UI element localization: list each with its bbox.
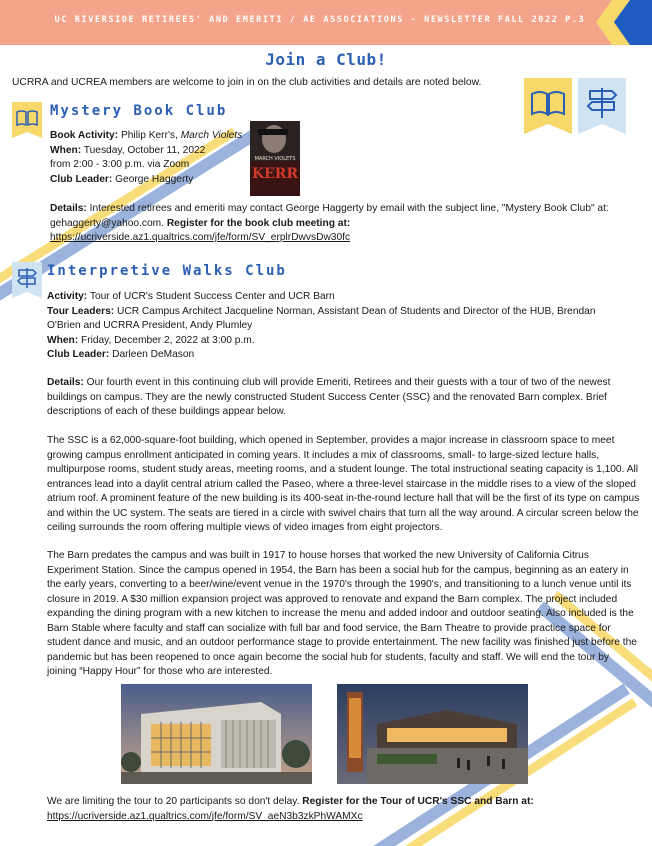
walks-club-info: Activity: Tour of UCR's Student Success Center and UCR Barn Tour Leaders: UCR Campus Architect Jacqueline Norman, Assistant Dean of Students and Director of the HUB, Brendan O'Brien and UCRRA President, Andy Plumley When: Friday, December 2, 2022 at 3:00 p.m. Club Leader: Darleen DeMason: [47, 291, 596, 360]
open-book-icon: [524, 78, 572, 134]
signpost-icon: [578, 78, 626, 134]
walks-club-details: Details: Our fourth event in this continuing club will provide Emeriti, Retirees and their guests with a tour of two of the newest buildings on campus. They are the newly constructed Student Success Center (SSC) and the renovated Barn complex. Brief descriptions of each of these buildings appear below.: [47, 377, 611, 417]
signpost-icon: [12, 262, 42, 298]
chevron-decoration-icon: [582, 0, 652, 45]
closing-register: We are limiting the tour to 20 participants so don't delay. Register for the Tour of UCR's SSC and Barn at: https://ucriverside.az1.qualtrics.com/jfe/form/SV_aeN3b3zkPhWAMXc: [47, 796, 534, 822]
book-club-badge: [12, 102, 42, 143]
ssc-building-photo: [121, 684, 312, 784]
newsletter-header-title: UC RIVERSIDE RETIREES' AND EMERITI / AE ASSOCIATIONS - NEWSLETTER FALL 2022 P.3: [54, 15, 586, 25]
book-cover-author: KERR: [251, 166, 299, 182]
book-club-details: Details: Interested retirees and emeriti may contact George Haggerty by email with the subject line, "Mystery Book Club" at: gehaggerty@yahoo.com. Register for the book club meeting at: https://ucriverside.az1.qualtrics.com/jfe/form/SV_erplrDwvsDw30fc: [50, 203, 609, 243]
barn-complex-photo: [337, 684, 528, 784]
signpost-badge: [578, 78, 626, 139]
newsletter-header: [0, 0, 652, 45]
book-club-title: Mystery Book Club: [50, 103, 228, 119]
intro-text: UCRRA and UCREA members are welcome to join in on the club activities and details are noted below.: [12, 77, 482, 88]
book-badge: [524, 78, 572, 139]
walks-club-badge: [12, 262, 42, 303]
book-cover-image: [250, 121, 300, 196]
open-book-icon: [12, 102, 42, 138]
book-club-register-link[interactable]: https://ucriverside.az1.qualtrics.com/jfe/form/SV_erplrDwvsDw30fc: [50, 232, 351, 243]
ssc-paragraph: The SSC is a 62,000-square-foot building, which opened in September, provides a major increase in classroom space to meet growing campus enrollment anticipated in coming years. It includes a mix of classrooms, small- to large-sized lecture halls, multipurpose rooms, student study areas, meeting rooms, and a student lounge. The total instructional seating capacity is 1,100. All entrances lead into a daylit central atrium called the Paseo, where a three-level staircase in the middle rises to a view of the sloped atrium roof. A prominent feature of the new building is its 400-seat in-the-round lecture hall that will be the first of its type on campus and within the UC system. The seats are tiered in a circle with swivel chairs that turn all the way around. A circular screen below the ceiling surrounds the room offering multiple views of video images from eight projectors.: [47, 435, 640, 533]
book-cover-title: MARCH VIOLETS: [254, 156, 296, 162]
walks-club-title: Interpretive Walks Club: [47, 263, 287, 279]
page-title: Join a Club!: [265, 50, 387, 69]
walks-club-register-link[interactable]: https://ucriverside.az1.qualtrics.com/jfe/form/SV_aeN3b3zkPhWAMXc: [47, 810, 363, 822]
barn-paragraph: The Barn predates the campus and was built in 1917 to house horses that worked the new University of California Citrus Experiment Station. Since the campus opened in 1954, the Barn has been a social hub for the campus, beginning as an eatery in the early years, converting to a beer/wine/event venue in the 1970's through the 1990's, and transitioning to a lunch venue until its closure in 2019. A $30 million expansion project was approved to renovate and expand the Barn complex. The project included expanding the dining program with a new kitchen to increase the menu and added indoor and outdoor seating. Also included is the Barn Stable where faculty and staff can socialize with full bar and food service, the Barn Theatre to provide practice space for student dance and music, and an outdoor performance stage to provide entertainment. The new facility was finished just before the pandemic but has been reopened to once again become the social hub for students, faculty and staff. We will end the tour by joining “Happy Hour” for those who are interested.: [47, 550, 637, 677]
book-club-info: Book Activity: Philip Kerr's, March Violets When: Tuesday, October 11, 2022 from 2:00 - 3:00 p.m. via Zoom Club Leader: George Haggerty: [50, 130, 243, 185]
